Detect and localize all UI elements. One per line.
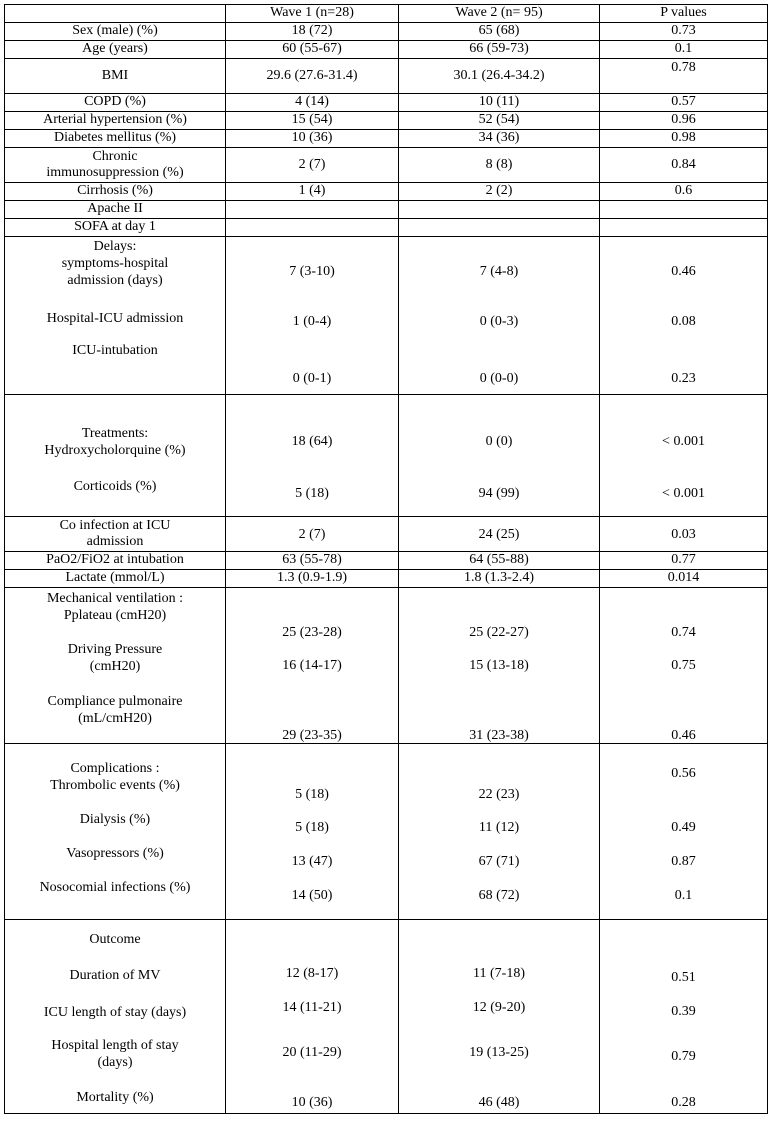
wave2-value: 52 (54) (399, 112, 600, 129)
table-row-complications (5, 744, 767, 920)
table-row-delays (5, 237, 767, 395)
wave2-value: 0 (0-3) (479, 314, 519, 329)
p-value: 0.57 (671, 94, 696, 109)
comp-va-label: Vasopressors (%) (66, 846, 164, 861)
wave2-cell (399, 588, 600, 743)
row-label: Age (years) (5, 41, 226, 58)
p-cell (600, 920, 767, 1113)
wave2-cell (399, 148, 600, 182)
wave2-value: 12 (9-20) (472, 1000, 526, 1015)
row-label-cell (5, 588, 226, 743)
wave1-value: 2 (7) (298, 527, 326, 542)
p-value: 0.014 (667, 570, 700, 585)
row-label: Arterial hypertension (%) (5, 112, 226, 129)
wave2-value: 65 (68) (399, 23, 600, 40)
mv-cp-label: Compliance pulmonaire (47, 694, 183, 709)
p-cell (600, 744, 767, 919)
wave2-value: 25 (22-27) (469, 625, 529, 640)
wave1-value: 4 (14) (226, 94, 399, 111)
table-row (5, 183, 767, 201)
p-value: 0.23 (671, 371, 696, 386)
row-label: Cirrhosis (%) (5, 183, 226, 200)
wave1-cell (226, 517, 399, 551)
mv-pp-label: Pplateau (cmH20) (63, 608, 167, 623)
p-value: 0.79 (671, 1049, 696, 1064)
wave1-value: 12 (8-17) (285, 966, 339, 981)
table-row (5, 130, 767, 148)
p-value (600, 201, 767, 218)
wave1-value: 10 (36) (291, 1095, 333, 1110)
p-value: 0.74 (671, 625, 696, 640)
delays-hi-label: Hospital-ICU admission (46, 311, 184, 326)
comp-no-label: Nosocomial infections (%) (39, 880, 191, 895)
p-cell (600, 517, 767, 551)
wave1-value: 20 (11-29) (282, 1045, 342, 1060)
wave1-cell (226, 588, 399, 743)
wave1-value: 63 (55-78) (226, 552, 399, 569)
outcome-mort-label: Mortality (%) (76, 1090, 154, 1105)
p-value: 0.03 (671, 527, 696, 542)
p-value: 0.1 (674, 888, 693, 903)
wave2-value: 34 (36) (399, 130, 600, 147)
wave2-value: 7 (4-8) (479, 264, 519, 279)
p-value: 0.56 (671, 766, 696, 781)
table-row-outcome (5, 920, 767, 1113)
wave1-value: 15 (54) (226, 112, 399, 129)
wave1-value: 18 (64) (291, 434, 333, 449)
delays-iu-label: ICU-intubation (72, 343, 158, 358)
wave1-cell (226, 59, 399, 93)
p-value: < 0.001 (662, 486, 705, 501)
wave2-value: 19 (13-25) (469, 1045, 529, 1060)
table-row (5, 570, 767, 588)
wave2-value (399, 201, 600, 218)
row-label-cell (5, 395, 226, 516)
delays-sh-label: symptoms-hospital (61, 256, 169, 271)
row-label: COPD (%) (5, 94, 226, 111)
p-value: 0.46 (671, 264, 696, 279)
row-label: BMI (101, 68, 129, 83)
p-value: 0.98 (671, 130, 696, 145)
row-label-cell (5, 148, 226, 182)
wave1-value: 5 (18) (295, 820, 329, 835)
wave2-value: 30.1 (26.4-34.2) (453, 68, 545, 83)
wave2-cell (399, 237, 600, 394)
wave1-value: 7 (3-10) (289, 264, 335, 279)
wave2-value: 0 (0) (485, 434, 513, 449)
delays-sh-label-2: admission (days) (67, 273, 163, 288)
row-label: Chronic (92, 149, 138, 164)
comp-te-label: Thrombolic events (%) (50, 778, 180, 793)
wave1-value: 29.6 (27.6-31.4) (266, 68, 358, 83)
table-row (5, 552, 767, 570)
row-label: Lactate (mmol/L) (5, 570, 226, 587)
outcome-hos-label-2: (days) (97, 1055, 133, 1070)
wave1-cell (226, 920, 399, 1113)
row-label: SOFA at day 1 (5, 219, 226, 236)
p-value: 0.78 (671, 60, 696, 75)
header-wave1: Wave 1 (n=28) (226, 5, 399, 22)
p-value: 0.6 (674, 183, 693, 198)
p-value: 0.08 (671, 314, 696, 329)
wave2-value: 10 (11) (399, 94, 600, 111)
table-row (5, 112, 767, 130)
row-label-cell (5, 237, 226, 394)
row-label-cell (5, 920, 226, 1113)
p-cell (600, 59, 767, 93)
row-label-line2: admission (86, 534, 144, 549)
wave2-value: 2 (2) (399, 183, 600, 200)
comp-di-label: Dialysis (%) (79, 812, 151, 827)
treatments-hq-label: Hydroxycholorquine (%) (44, 443, 186, 458)
wave2-value: 31 (23-38) (469, 728, 529, 743)
p-value: 0.75 (671, 658, 696, 673)
header-empty (5, 5, 226, 22)
row-label-cell (5, 517, 226, 551)
table-row-ventilation (5, 588, 767, 744)
wave1-value: 2 (7) (298, 157, 326, 172)
treatments-title: Treatments: (81, 426, 149, 441)
p-cell (600, 588, 767, 743)
p-value: 0.39 (671, 1004, 696, 1019)
wave2-value: 8 (8) (485, 157, 513, 172)
p-value: 0.49 (671, 820, 696, 835)
p-value: 0.73 (671, 23, 696, 38)
wave1-value: 1 (0-4) (292, 314, 332, 329)
comp-title: Complications : (70, 761, 160, 776)
p-value: 0.28 (671, 1095, 696, 1110)
wave1-value: 16 (14-17) (282, 658, 342, 673)
table-row (5, 517, 767, 552)
wave2-value: 68 (72) (478, 888, 520, 903)
wave1-value: 18 (72) (226, 23, 399, 40)
header-pvalue: P values (660, 5, 707, 20)
header-wave2: Wave 2 (n= 95) (399, 5, 600, 22)
wave1-cell (226, 148, 399, 182)
p-value: < 0.001 (662, 434, 705, 449)
mv-title: Mechanical ventilation : (46, 591, 184, 606)
wave2-value: 46 (48) (478, 1095, 520, 1110)
wave1-cell (226, 237, 399, 394)
row-label: PaO2/FiO2 at intubation (5, 552, 226, 569)
table-row (5, 59, 767, 94)
wave2-value: 94 (99) (478, 486, 520, 501)
row-label: Co infection at ICU (59, 518, 171, 533)
table-row (5, 219, 767, 237)
wave1-value: 13 (47) (291, 854, 333, 869)
p-cell (600, 395, 767, 516)
outcome-title: Outcome (89, 932, 141, 947)
p-value: 0.46 (671, 728, 696, 743)
outcome-hos-label: Hospital length of stay (51, 1038, 179, 1053)
wave1-value: 25 (23-28) (282, 625, 342, 640)
wave1-value (226, 219, 399, 236)
data-table (4, 4, 768, 1114)
wave2-cell (399, 59, 600, 93)
p-value: 0.87 (671, 854, 696, 869)
delays-title: Delays: (93, 239, 137, 254)
wave2-value: 15 (13-18) (469, 658, 529, 673)
wave1-value: 29 (23-35) (282, 728, 342, 743)
wave1-value: 1 (4) (226, 183, 399, 200)
row-label-line2: immunosuppression (%) (46, 165, 184, 180)
mv-dp-label-2: (cmH20) (89, 659, 141, 674)
outcome-dmv-label: Duration of MV (69, 968, 161, 983)
table-row (5, 41, 767, 59)
wave1-value: 0 (0-1) (292, 371, 332, 386)
table-row-treatments (5, 395, 767, 517)
wave2-cell (399, 517, 600, 551)
p-cell (600, 237, 767, 394)
wave2-value: 11 (12) (478, 820, 520, 835)
wave2-value: 64 (55-88) (399, 552, 600, 569)
table-row (5, 94, 767, 112)
wave1-value: 5 (18) (295, 486, 329, 501)
table-row (5, 201, 767, 219)
wave2-value: 67 (71) (478, 854, 520, 869)
mv-cp-label-2: (mL/cmH20) (78, 711, 152, 726)
mv-dp-label: Driving Pressure (67, 642, 163, 657)
wave1-cell (226, 744, 399, 919)
p-value: 0.1 (674, 41, 693, 56)
wave1-value (226, 201, 399, 218)
wave2-cell (399, 744, 600, 919)
wave1-value: 14 (50) (291, 888, 333, 903)
table-row (5, 148, 767, 183)
wave2-value: 1.8 (1.3-2.4) (399, 570, 600, 587)
wave1-value: 5 (18) (295, 787, 329, 802)
wave2-cell (399, 395, 600, 516)
wave2-value: 66 (59-73) (399, 41, 600, 58)
wave2-value: 22 (23) (478, 787, 520, 802)
p-value: 0.84 (671, 157, 696, 172)
wave2-value: 11 (7-18) (473, 966, 525, 981)
wave1-value: 14 (11-21) (282, 1000, 342, 1015)
p-value: 0.77 (671, 552, 696, 567)
wave2-value: 0 (0-0) (479, 371, 519, 386)
table-row (5, 23, 767, 41)
row-label: Sex (male) (%) (5, 23, 226, 40)
wave2-value: 24 (25) (478, 527, 520, 542)
row-label-cell (5, 744, 226, 919)
wave1-value: 10 (36) (226, 130, 399, 147)
wave2-cell (399, 920, 600, 1113)
p-value (600, 219, 767, 236)
wave1-value: 60 (55-67) (226, 41, 399, 58)
wave1-cell (226, 395, 399, 516)
treatments-co-label: Corticoids (%) (73, 479, 157, 494)
p-value: 0.51 (671, 970, 696, 985)
outcome-icu-label: ICU length of stay (days) (43, 1005, 187, 1020)
p-cell (600, 148, 767, 182)
p-value: 0.96 (671, 112, 696, 127)
wave1-value: 1.3 (0.9-1.9) (226, 570, 399, 587)
row-label: Diabetes mellitus (%) (5, 130, 226, 147)
row-label-cell (5, 59, 226, 93)
row-label: Apache II (5, 201, 226, 218)
table-header (5, 5, 767, 23)
wave2-value (399, 219, 600, 236)
